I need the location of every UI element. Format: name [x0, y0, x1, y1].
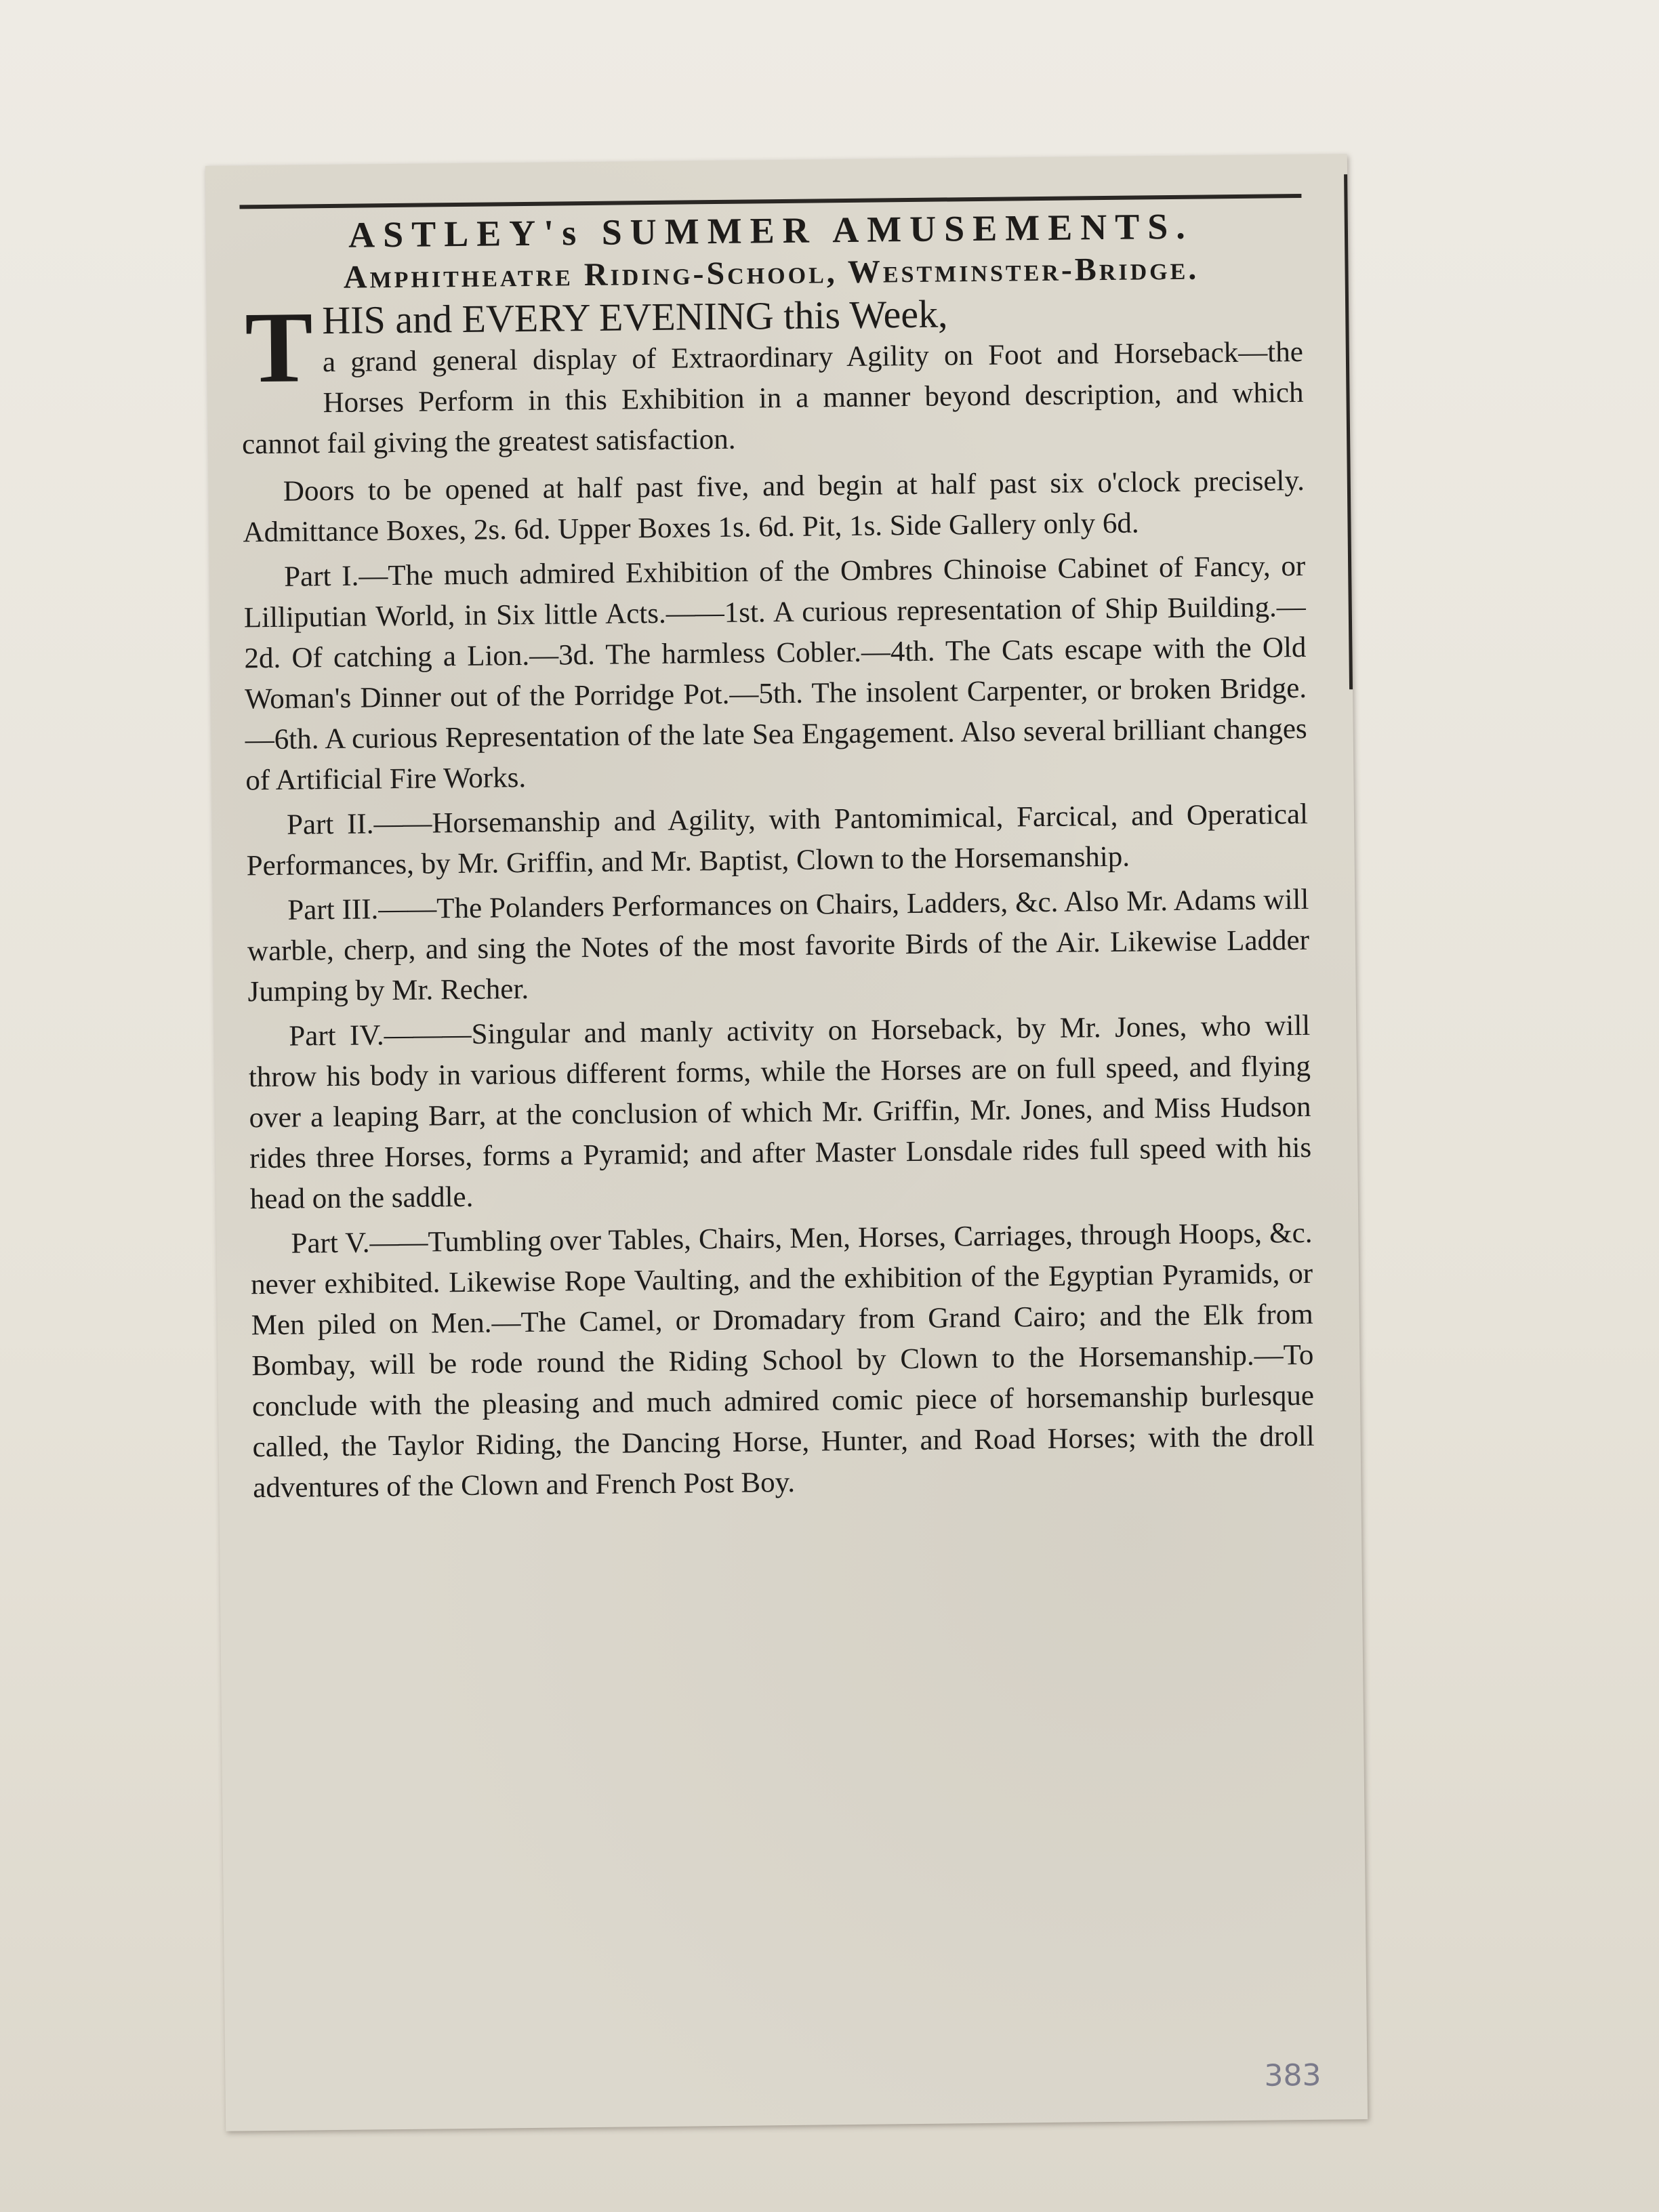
part-one-paragraph: Part I.—The much admired Exhibition of the Ombres Chinoise Cabinet of Fancy, or Lilliputian World, in Six little Acts.——1st. A curious representation of Ship Building.—2d. Of catching a Lion.—3d. The harmless Cobler.—4th. The Cats escape with the Old Woman's Dinner out of the Porridge Pot.—5th. The insolent Carpenter, or broken Bridge.—6th. A curious Representation of the late Sea Engagement. Also several brilliant changes of Artificial Fire Works. [243, 550, 1307, 797]
part-five-paragraph: Part V.——Tumbling over Tables, Chairs, Men, Horses, Carriages, through Hoops, &c. never exhibited. Likewise Rope Vaulting, and the exhibition of the Egyptian Pyramids, or Men piled on Men.—The Camel, or Dromadary from Grand Cairo; and the Elk from Bombay, will be rode round the Riding School by Clown to the Horsemanship.—To conclude with the pleasing and much admired comic piece of horsemanship burlesque called, the Taylor Riding, the Dancing Horse, Hunter, and Road Horses; with the droll adventures of the Clown and French Post Boy. [250, 1216, 1315, 1504]
part-three-paragraph: Part III.——The Polanders Performances on Chairs, Ladders, &c. Also Mr. Adams will warble, cherp, and sing the Notes of the most favorite Birds of the Air. Likewise Ladder Jumping by Mr. Recher. [247, 883, 1310, 1008]
part-four-paragraph: Part IV.———Singular and manly activity on Horseback, by Mr. Jones, who will throw his body in various different forms, while the Horses are on full speed, and flying over a leaping Barr, at the conclusion of which Mr. Griffin, Mr. Jones, and Miss Hudson rides three Horses, forms a Pyramid; and after Master Lonsdale rides full speed with his head on the saddle. [248, 1009, 1312, 1216]
part-two-paragraph: Part II.——Horsemanship and Agility, with Pantomimical, Farcical, and Operatical Performances, by Mr. Griffin, and Mr. Baptist, Clown to the Horsemanship. [246, 798, 1309, 882]
lead-text: a grand general display of Extraordinary Agility on Foot and Horseback—the Horses Perform in this Exhibition in a manner beyond description, and which cannot fail giving the greatest satisfaction. [241, 335, 1304, 461]
newspaper-clipping [205, 154, 1368, 2131]
page-number: 383 [1264, 2057, 1322, 2093]
lead-first-line: HIS and EVERY EVENING this Week, [321, 291, 948, 343]
subheadline: Amphitheatre Riding-School, Westminster-Bridge. [343, 250, 1200, 295]
lead-paragraph [241, 289, 1304, 465]
headline: ASTLEY's SUMMER AMUSEMENTS. [348, 205, 1193, 255]
drop-cap: T [244, 291, 314, 405]
admission-paragraph: Doors to be opened at half past five, and begin at half past six o'clock precisely. Admittance Boxes, 2s. 6d. Upper Boxes 1s. 6d. Pit, 1s. Side Gallery only 6d. [243, 464, 1305, 549]
